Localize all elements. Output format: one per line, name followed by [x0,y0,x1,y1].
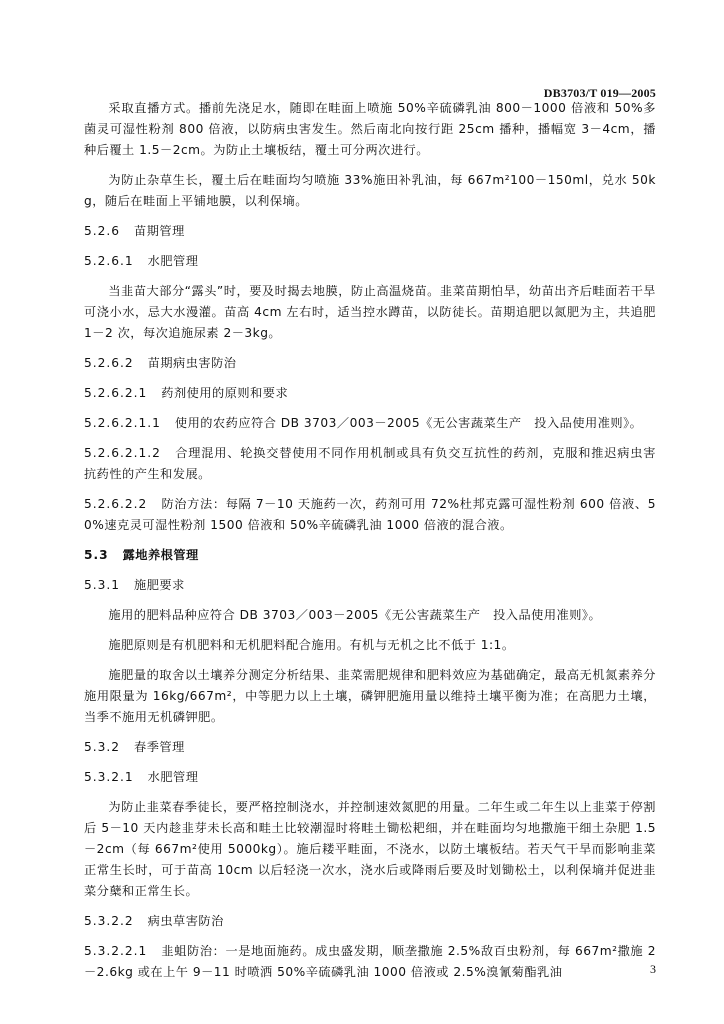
section-title: 病虫草害防治 [147,914,224,928]
section-heading [84,575,656,596]
section-title: 露地养根管理 [122,548,199,562]
section-heading [84,353,656,374]
paragraph: 为防止杂草生长，覆土后在畦面均匀喷施 33%施田补乳油，每 667m²100－150ml，兑水 50kg，随后在畦面上平铺地膜，以利保墒。 [84,173,656,208]
section-title: 水肥管理 [147,770,199,784]
numbered-clause [84,494,656,536]
paragraph: 为防止韭菜春季徒长，要严格控制浇水，并控制速效氮肥的用量。二年生或二年生以上韭菜于停割后 5－10 天内趁韭芽未长高和畦土比较潮湿时将畦土锄松耙细，并在畦面均匀地撒施干细土杂肥 1.5－2cm（每 667m²使用 5000kg）。施后耧平畦面，不浇水，以防土壤板结。若天气干旱而影响韭菜正常生长时，可于苗高 10cm 以后轻浇一次水，浇水后或降雨后要及时划锄松土，以利保墒并促进韭菜分蘖和正常生长。 [84,800,656,898]
numbered-clause [84,413,656,434]
section-heading [84,221,656,242]
standard-code: DB3703/T 019—2005 [543,86,656,100]
numbered-clause [84,941,656,983]
section-number: 5.3.2.1 [84,770,134,784]
section-heading [84,767,656,788]
clause-number: 5.3.2.2.1 [84,944,148,958]
paragraph: 施用的肥料品种应符合 DB 3703／003－2005《无公害蔬菜生产 投入品使用准则》。 [108,608,602,622]
section-number: 5.3.1 [84,578,121,592]
section-number: 5.3 [84,548,109,562]
section-heading [84,911,656,932]
paragraph: 采取直播方式。播前先浇足水，随即在畦面上喷施 50%辛硫磷乳油 800－1000 倍液和 50%多菌灵可湿性粉剂 800 倍液，以防病虫害发生。然后南北向按行距 25cm 播种，播幅宽 3－4cm，播种后覆土 1.5－2cm。为防止土壤板结，覆土可分两次进行。 [84,101,656,157]
clause-text: 防治方法：每隔 7－10 天施药一次，药剂可用 72%杜邦克露可湿性粉剂 600 倍液、50%速克灵可湿性粉剂 1500 倍液和 50%辛硫磷乳油 1000 倍液的混合液。 [84,497,656,532]
clause-number: 5.2.6.2.1.1 [84,416,161,430]
section-heading [84,737,656,758]
section-title: 春季管理 [134,740,185,754]
page-number: 3 [650,962,656,976]
section-number: 5.2.6 [84,224,121,238]
section-title: 药剂使用的原则和要求 [161,386,289,400]
paragraph: 施肥量的取舍以土壤养分测定分析结果、韭菜需肥规律和肥料效应为基础确定，最高无机氮素养分施用限量为 16kg/667m²，中等肥力以上土壤，磷钾肥施用量以维持土壤平衡为准；在高肥力土壤，当季不施用无机磷钾肥。 [84,668,656,724]
paragraph: 施肥原则是有机肥料和无机肥料配合施用。有机与无机之比不低于 1:1。 [108,638,515,652]
section-heading [84,383,656,404]
section-number: 5.3.2 [84,740,121,754]
paragraph: 当韭苗大部分“露头”时，要及时揭去地膜，防止高温烧苗。韭菜苗期怕旱，幼苗出齐后畦面若干旱可浇小水，忌大水漫灌。苗高 4cm 左右时，适当控水蹲苗，以防徒长。苗期追肥以氮肥为主，共追肥 1－2 次，每次追施尿素 2－3kg。 [84,284,656,340]
section-title: 水肥管理 [147,254,199,268]
section-title: 施肥要求 [134,578,185,592]
section-number: 5.2.6.2 [84,356,134,370]
clause-text: 合理混用、轮换交替使用不同作用机制或具有负交互抗性的药剂，克服和推迟病虫害抗药性的产生和发展。 [84,446,656,481]
section-number: 5.2.6.1 [84,254,134,268]
numbered-clause [84,443,656,485]
section-heading [84,251,656,272]
clause-text: 韭蛆防治：一是地面施药。成虫盛发期，顺垄撒施 2.5%敌百虫粉剂，每 667m²撒施 2－2.6kg 或在上午 9－11 时喷洒 50%辛硫磷乳油 1000 倍液或 2.5%溴氰菊酯乳油 [84,944,656,979]
document-body [84,98,656,992]
section-title: 苗期病虫害防治 [147,356,237,370]
clause-number: 5.2.6.2.1.2 [84,446,161,460]
section-title: 苗期管理 [134,224,185,238]
clause-number: 5.2.6.2.2 [84,497,148,511]
section-number: 5.2.6.2.1 [84,386,148,400]
section-number: 5.3.2.2 [84,914,134,928]
clause-text: 使用的农药应符合 DB 3703／003－2005《无公害蔬菜生产 投入品使用准则》。 [174,416,643,430]
section-heading [84,545,656,566]
